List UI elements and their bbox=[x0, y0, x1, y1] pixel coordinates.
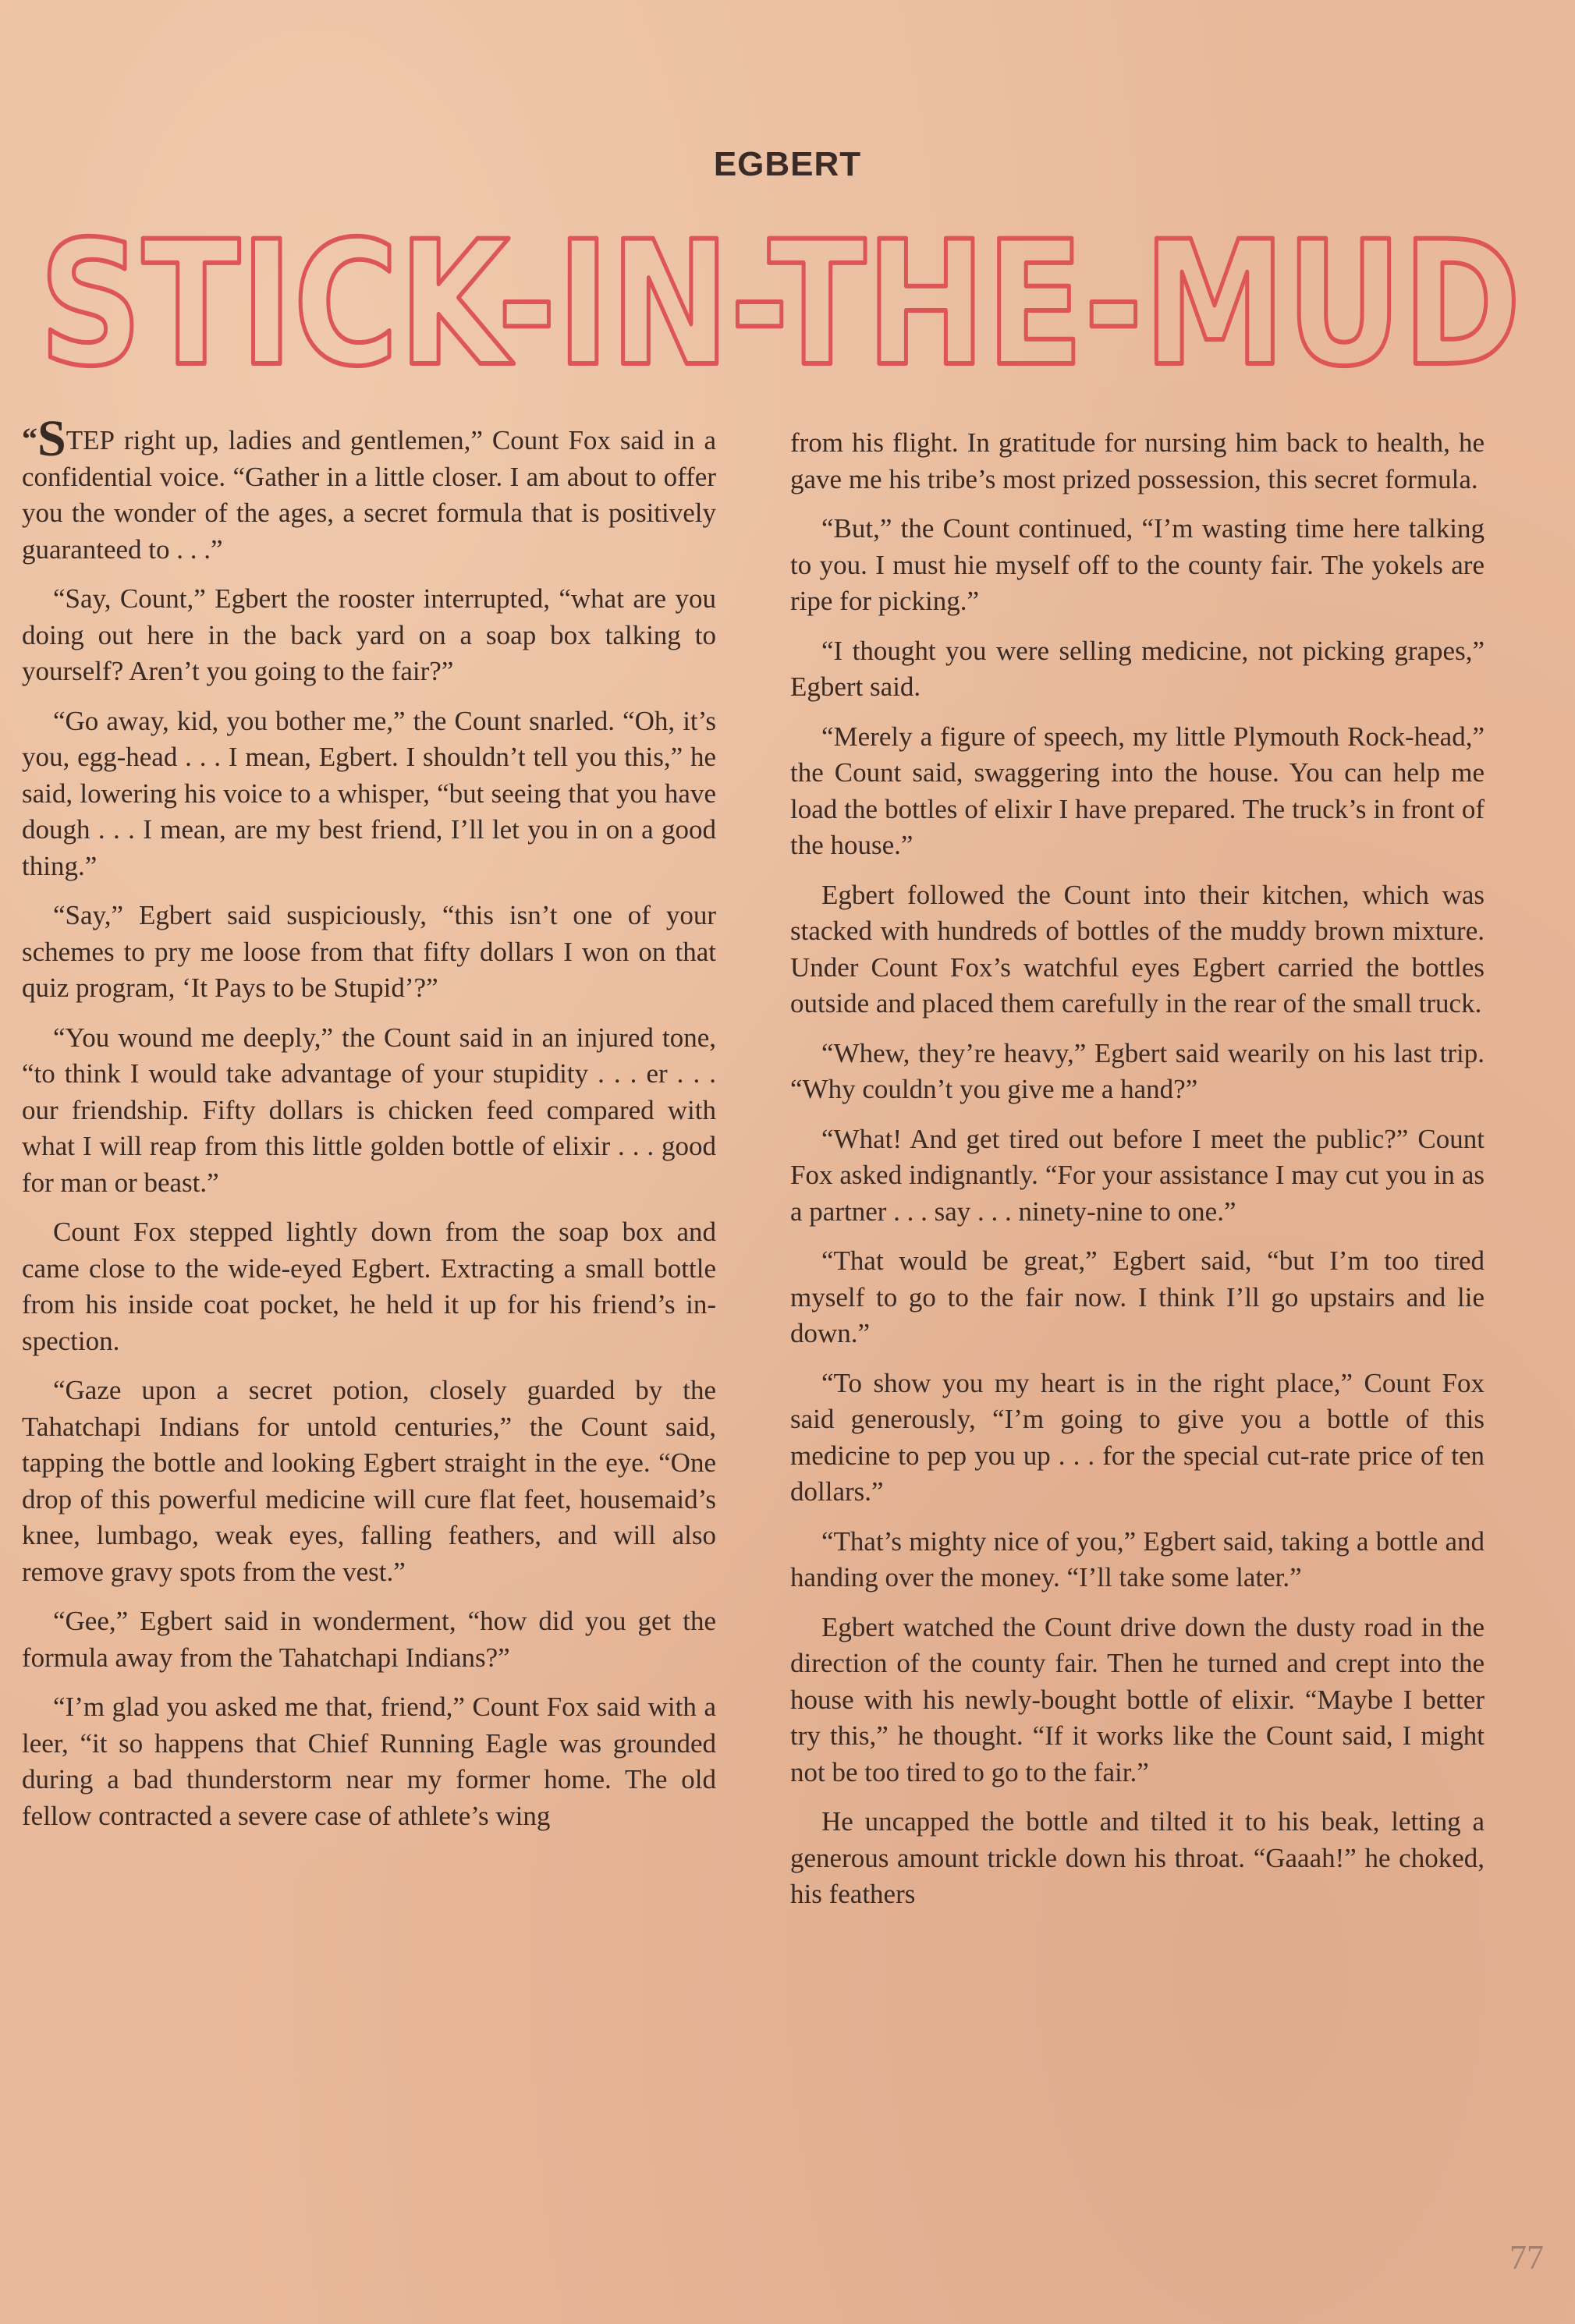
paragraph: “To show you my heart is in the right place,” Count Fox said generously, “I’m going to give you a bottle of this medicine to pep you up . . . for the special cut-rate price of ten dollars.” bbox=[790, 1367, 1485, 1507]
opening-paragraph bbox=[22, 410, 716, 568]
page-number: 77 bbox=[1509, 2238, 1544, 2276]
paragraph: “Go away, kid, you bother me,” the Count snarled. “Oh, it’s you, egg-head . . . I mean, Egbert. I shouldn’t tell you this,” he said, lowering his voice to a whisper, “but seeing that you have dough . . . I mean, are my best friend, I’ll let you in on a good thing.” bbox=[22, 705, 716, 881]
paragraph: “You wound me deeply,” the Count said in an injured tone, “to think I would take advantage of your stupidity . . . er . . . our friendship. Fifty dollars is chicken feed compared with what I will reap from this little golden bottle of elixir . . . good for man or beast.” bbox=[22, 1022, 716, 1198]
paragraph: from his flight. In gratitude for nursing him back to health, he gave me his tribe’s most prized possession, this secret formula. bbox=[790, 427, 1485, 494]
paragraph: “What! And get tired out before I meet the public?” Count Fox asked indignantly. “For your assistance I may cut you in as a partner . . . say . . . ninety-nine to one.” bbox=[790, 1123, 1485, 1227]
paragraph: Egbert followed the Count into their kitchen, which was stacked with hundreds of bottles of the muddy brown mixture. Under Count Fox’s watchful eyes Egbert carried the bottles outside and placed them carefully in the rear of the small truck. bbox=[790, 879, 1485, 1019]
first-word: TEP bbox=[66, 425, 115, 455]
series-title: EGBERT bbox=[713, 145, 862, 183]
paragraph: “Whew, they’re heavy,” Egbert said wearily on his last trip. “Why couldn’t you give me a hand?” bbox=[790, 1037, 1485, 1104]
paragraph: “That would be great,” Egbert said, “but I’m too tired myself to go to the fair now. I think I’ll go upstairs and lie down.” bbox=[790, 1245, 1485, 1348]
left-column bbox=[22, 410, 716, 1848]
paragraph: “Say,” Egbert said suspiciously, “this isn’t one of your schemes to pry me loose from that fifty dollars I won on that quiz program, ‘It Pays to be Stupid’?” bbox=[22, 900, 716, 1003]
story-title-art bbox=[23, 184, 1537, 418]
paragraph: He uncapped the bottle and tilted it to his beak, letting a generous amount trickle down his throat. “Gaaah!” he choked, his feathers bbox=[790, 1806, 1485, 1909]
story-title: STICK-IN-THE-MUD bbox=[39, 204, 1521, 404]
paragraph: “Say, Count,” Egbert the rooster interrupted, “what are you doing out here in the back yard on a soap box talking to yourself? Aren’t you going to the fair?” bbox=[22, 583, 716, 686]
paragraph: “Gee,” Egbert said in wonderment, “how did you get the formula away from the Tahatchapi Indians?” bbox=[22, 1606, 716, 1673]
paragraph: “I’m glad you asked me that, friend,” Count Fox said with a leer, “it so happens that Chief Running Eagle was grounded during a bad thunderstorm near my former home. The old fellow contracted a severe case of athlete’s wing bbox=[22, 1692, 716, 1831]
paragraph: Count Fox stepped lightly down from the soap box and came close to the wide-eyed Egbert. Extracting a small bottle from his inside coat pocket, he held it up for his friend’s inspection. bbox=[22, 1217, 716, 1356]
opening-text: right up, ladies and gentlemen,” Count Fox said in a confidential voice. “Gather in a little closer. I am about to offer you the wonder of the ages, a secret formula that is positively guaranteed to . . .” bbox=[22, 425, 716, 565]
paragraph: “Merely a figure of speech, my little Plymouth Rock-head,” the Count said, swaggering into the house. You can help me load the bottles of elixir I have prepared. The truck’s in front of the house.” bbox=[790, 721, 1485, 860]
paragraph: “I thought you were selling medicine, not picking grapes,” Egbert said. bbox=[790, 635, 1485, 702]
drop-cap: S bbox=[37, 410, 66, 467]
paragraph: “Gaze upon a secret potion, closely guarded by the Tahatchapi Indians for untold centuries,” the Count said, tapping the bottle and looking Egbert straight in the eye. “One drop of this powerful medicine will cure flat feet, housemaid’s knee, lumbago, weak eyes, falling feathers, and will also remove gravy spots from the vest.” bbox=[22, 1375, 716, 1587]
opening-quote-mark: “ bbox=[22, 421, 37, 456]
paragraph: “But,” the Count continued, “I’m wasting time here talking to you. I must hie myself off to the county fair. The yokels are ripe for picking.” bbox=[790, 513, 1485, 616]
right-column bbox=[790, 425, 1485, 1926]
title-letters bbox=[39, 204, 1521, 404]
paragraph: Egbert watched the Count drive down the dusty road in the direction of the county fair. Then he turned and crept into the house with his newly-bought bottle of elixir. “Maybe I better try this,” he thought. “If it works like the Count said, I might not be too tired to go to the fair.” bbox=[790, 1611, 1485, 1787]
paragraph: “That’s mighty nice of you,” Egbert said, taking a bottle and handing over the money. “I’ll take some later.” bbox=[790, 1525, 1485, 1592]
